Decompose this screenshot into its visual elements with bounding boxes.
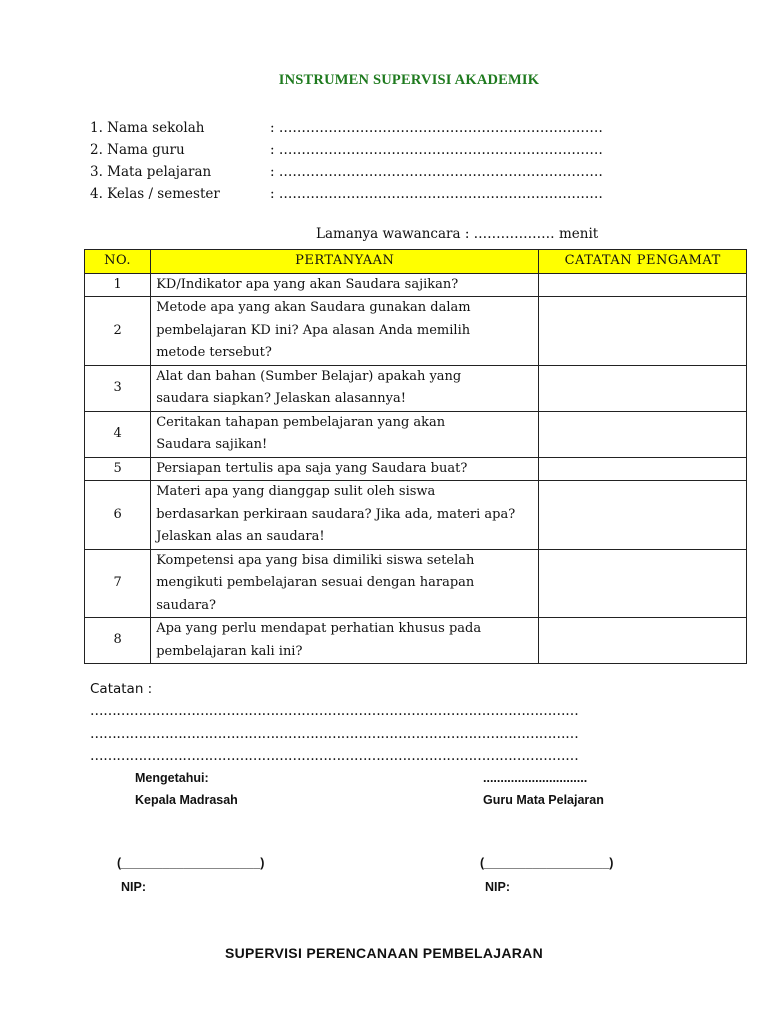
table-row <box>85 549 747 618</box>
notes-section <box>90 678 578 768</box>
row-question: Persiapan tertulis apa saja yang Saudara buat? <box>151 457 539 481</box>
field-value: : ……………………………………………………………… <box>270 164 603 180</box>
row-notes-cell[interactable] <box>539 481 747 550</box>
row-notes-cell[interactable] <box>539 297 747 366</box>
table-header-row <box>85 250 747 274</box>
field-value: : ……………………………………………………………… <box>270 186 603 202</box>
table-row <box>85 457 747 481</box>
row-number: 7 <box>85 549 151 618</box>
row-number: 3 <box>85 365 151 411</box>
table-row <box>85 297 747 366</box>
row-number: 5 <box>85 457 151 481</box>
row-number: 8 <box>85 618 151 664</box>
header-observer-notes: CATATAN PENGAMAT <box>539 250 747 274</box>
row-notes-cell[interactable] <box>539 549 747 618</box>
right-sign-name-blank[interactable]: (__________________) <box>480 856 614 870</box>
row-question: Alat dan bahan (Sumber Belajar) apakah yang saudara siapkan? Jelaskan alasannya! <box>151 365 539 411</box>
interview-duration: Lamanya wawancara : ……………… menit <box>316 226 599 242</box>
row-number: 4 <box>85 411 151 457</box>
field-value: : ……………………………………………………………… <box>270 142 603 158</box>
field-teacher <box>90 139 603 161</box>
row-notes-cell[interactable] <box>539 411 747 457</box>
field-label: 4. Kelas / semester <box>90 186 220 202</box>
table-row <box>85 411 747 457</box>
row-question: KD/Indikator apa yang akan Saudara sajikan? <box>151 273 539 297</box>
header-question: PERTANYAAN <box>151 250 539 274</box>
row-number: 1 <box>85 273 151 297</box>
row-question: Apa yang perlu mendapat perhatian khusus pada pembelajaran kali ini? <box>151 618 539 664</box>
left-sign-nip: NIP: <box>121 880 146 894</box>
notes-line[interactable]: ………………………………………………………………………………………………… <box>90 748 579 764</box>
field-subject <box>90 161 603 183</box>
field-class-semester <box>90 183 603 205</box>
row-notes-cell[interactable] <box>539 618 747 664</box>
row-question: Materi apa yang dianggap sulit oleh siswa berdasarkan perkiraan saudara? Jika ada, materi apa? Jelaskan alas an saudara! <box>151 481 539 550</box>
table-row <box>85 273 747 297</box>
right-sign-title: Guru Mata Pelajaran <box>483 793 604 807</box>
right-sign-nip: NIP: <box>485 880 510 894</box>
row-question: Metode apa yang akan Saudara gunakan dalam pembelajaran KD ini? Apa alasan Anda memilih metode tersebut? <box>151 297 539 366</box>
row-notes-cell[interactable] <box>539 457 747 481</box>
row-number: 6 <box>85 481 151 550</box>
notes-line[interactable]: ………………………………………………………………………………………………… <box>90 725 579 742</box>
right-sign-line1[interactable]: .............................. <box>483 771 588 785</box>
notes-line[interactable]: ………………………………………………………………………………………………… <box>90 703 579 719</box>
header-no: NO. <box>85 250 151 274</box>
table-row <box>85 618 747 664</box>
field-label: 1. Nama sekolah <box>90 120 205 136</box>
row-question: Ceritakan tahapan pembelajaran yang akan Saudara sajikan! <box>151 411 539 457</box>
table-row <box>85 481 747 550</box>
left-sign-line1: Mengetahui: <box>135 771 209 785</box>
notes-label: Catatan : <box>90 681 153 697</box>
row-question: Kompetensi apa yang bisa dimiliki siswa setelah mengikuti pembelajaran sesuai dengan harapan saudara? <box>151 549 539 618</box>
field-value: : ……………………………………………………………… <box>270 120 603 136</box>
document-title: INSTRUMEN SUPERVISI AKADEMIK <box>278 72 540 88</box>
question-table <box>84 249 747 664</box>
field-school <box>90 117 603 139</box>
field-label: 2. Nama guru <box>90 142 185 158</box>
row-notes-cell[interactable] <box>539 365 747 411</box>
left-sign-title: Kepala Madrasah <box>135 793 238 807</box>
section-heading: SUPERVISI PERENCANAAN PEMBELAJARAN <box>225 945 543 961</box>
row-number: 2 <box>85 297 151 366</box>
table-row <box>85 365 747 411</box>
identity-fields <box>90 117 603 205</box>
left-sign-name-blank[interactable]: (____________________) <box>117 856 265 870</box>
field-label: 3. Mata pelajaran <box>90 164 212 180</box>
row-notes-cell[interactable] <box>539 273 747 297</box>
